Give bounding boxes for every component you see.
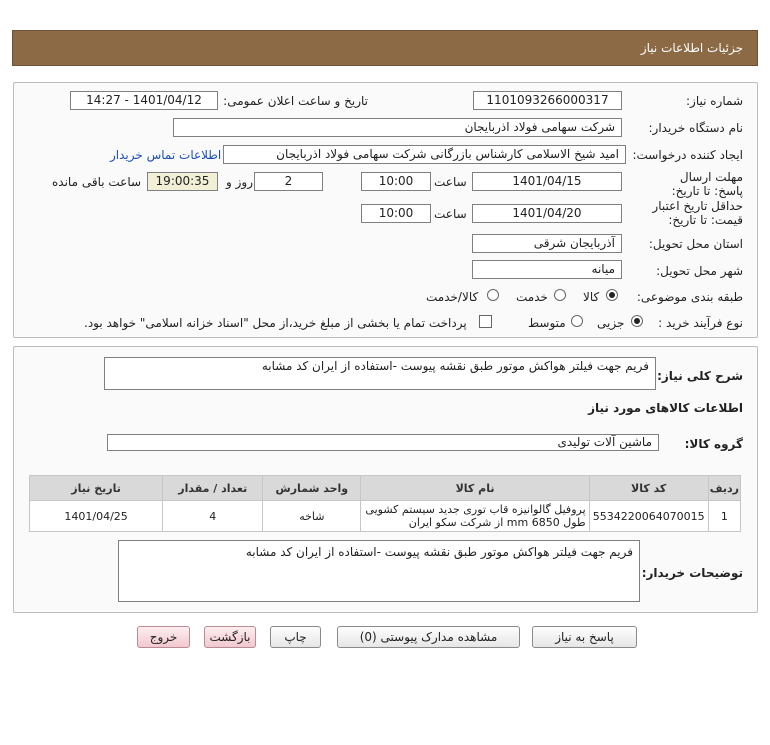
col-date-header: تاریخ نیاز xyxy=(30,476,163,501)
price-validity-time-field: 10:00 xyxy=(361,204,431,223)
remaining-time-label: ساعت باقی مانده xyxy=(52,175,142,189)
buyer-org-label: نام دستگاه خریدار: xyxy=(648,121,743,135)
page-header xyxy=(12,30,758,66)
price-validity-label: حداقل تاریخ اعتبار قیمت: تا تاریخ: xyxy=(652,199,743,227)
price-validity-date-field: 1401/04/20 xyxy=(472,204,622,223)
cell-qty: 4 xyxy=(163,501,263,532)
buyer-org-field: شرکت سهامی فولاد اذربایجان xyxy=(173,118,622,137)
goods-table xyxy=(29,475,741,532)
category-radio-goods[interactable] xyxy=(606,289,618,301)
buyer-notes-field: فریم جهت فیلتر هواکش موتور طبق نقشه پیوست -استفاده از ایران کد مشابه xyxy=(118,540,640,602)
reply-deadline-time-label: ساعت xyxy=(434,175,467,189)
process-radio-medium[interactable] xyxy=(571,315,583,327)
announce-datetime-field: 1401/04/12 - 14:27 xyxy=(70,91,218,110)
goods-table-header xyxy=(30,476,741,501)
page-title: جزئیات اطلاعات نیاز xyxy=(640,41,743,55)
general-desc-label: شرح کلی نیاز: xyxy=(657,369,743,383)
process-option-medium: متوسط xyxy=(528,316,566,330)
reply-days-field: 2 xyxy=(254,172,323,191)
category-radio-goods-service[interactable] xyxy=(487,289,499,301)
col-code-header: کد کالا xyxy=(589,476,708,501)
category-option-goods: کالا xyxy=(583,290,600,304)
requester-label: ایجاد کننده درخواست: xyxy=(632,148,743,162)
cell-row: 1 xyxy=(708,501,740,532)
goods-group-label: گروه کالا: xyxy=(684,437,743,451)
reply-deadline-date-field: 1401/04/15 xyxy=(472,172,622,191)
delivery-province-field: آذربایجان شرقی xyxy=(472,234,622,253)
reply-days-label: روز و xyxy=(226,175,253,189)
process-type-label: نوع فرآیند خرید : xyxy=(658,316,743,330)
delivery-city-field: میانه xyxy=(472,260,622,279)
process-radio-minor[interactable] xyxy=(631,315,643,327)
view-attachments-button[interactable]: مشاهده مدارک پیوستی (0) xyxy=(337,626,520,648)
cell-code: 5534220064070015 xyxy=(589,501,708,532)
treasury-payment-checkbox[interactable] xyxy=(479,315,492,328)
goods-info-title: اطلاعات کالاهای مورد نیاز xyxy=(588,401,743,415)
need-number-label: شماره نیاز: xyxy=(686,94,743,108)
category-radio-service[interactable] xyxy=(554,289,566,301)
goods-group-field: ماشین آلات تولیدی xyxy=(107,434,659,451)
col-row-header: ردیف xyxy=(708,476,740,501)
back-button[interactable]: بازگشت xyxy=(204,626,256,648)
cell-unit: شاخه xyxy=(263,501,361,532)
announce-datetime-label: تاریخ و ساعت اعلان عمومی: xyxy=(223,94,368,108)
delivery-province-label: استان محل تحویل: xyxy=(648,237,743,251)
col-name-header: نام کالا xyxy=(361,476,589,501)
reply-deadline-time-field: 10:00 xyxy=(361,172,431,191)
goods-table-wrapper xyxy=(29,475,741,532)
process-option-minor: جزیی xyxy=(597,316,625,330)
print-button[interactable]: چاپ xyxy=(270,626,321,648)
reply-deadline-label: مهلت ارسال پاسخ: تا تاریخ: xyxy=(671,170,743,198)
buyer-contact-link[interactable]: اطلاعات تماس خریدار xyxy=(110,148,222,162)
col-qty-header: تعداد / مقدار xyxy=(163,476,263,501)
cell-date: 1401/04/25 xyxy=(30,501,163,532)
category-option-service: خدمت xyxy=(516,290,548,304)
buyer-notes-label: توضیحات خریدار: xyxy=(641,566,743,580)
reply-button[interactable]: پاسخ به نیاز xyxy=(532,626,637,648)
category-label: طبقه بندی موضوعی: xyxy=(636,290,743,304)
category-option-goods-service: کالا/خدمت xyxy=(426,290,479,304)
delivery-city-label: شهر محل تحویل: xyxy=(656,264,743,278)
remaining-time-field: 19:00:35 xyxy=(147,172,218,191)
need-number-field: 1101093266000317 xyxy=(473,91,622,110)
price-validity-time-label: ساعت xyxy=(434,207,467,221)
general-desc-field: فریم جهت فیلتر هواکش موتور طبق نقشه پیوست -استفاده از ایران کد مشابه xyxy=(104,357,656,390)
col-unit-header: واحد شمارش xyxy=(263,476,361,501)
treasury-payment-note: پرداخت تمام یا بخشی از مبلغ خرید،از محل "اسناد خزانه اسلامی" خواهد بود. xyxy=(84,316,467,330)
exit-button[interactable]: خروج xyxy=(137,626,190,648)
cell-name: پروفیل گالوانیزه قاب توری جدید سیستم کشویی طول 6850 mm از شرکت سکو ایران xyxy=(361,501,589,532)
requester-field: امید شیخ الاسلامی کارشناس بازرگانی شرکت سهامی فولاد اذربایجان xyxy=(223,145,626,164)
table-row xyxy=(30,501,741,532)
